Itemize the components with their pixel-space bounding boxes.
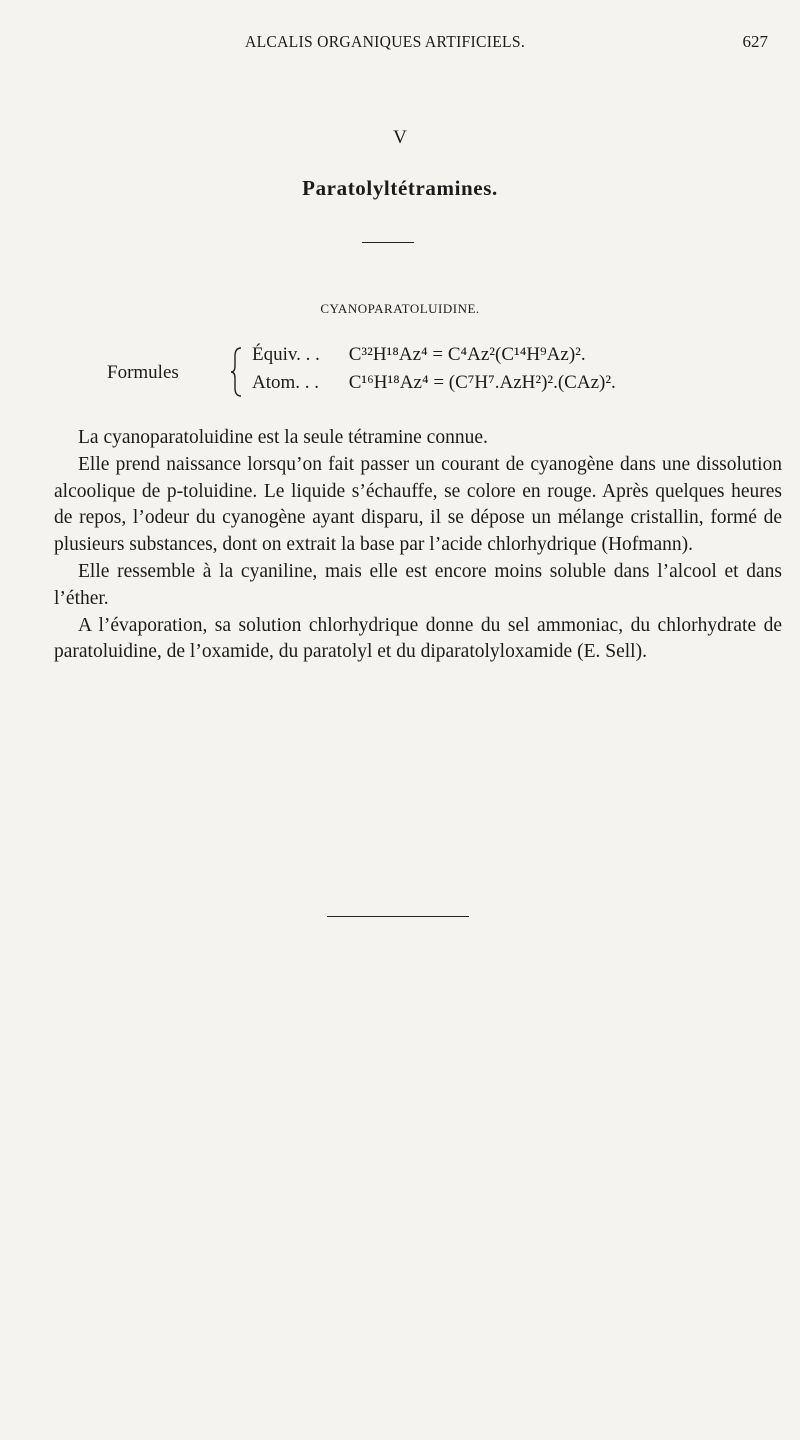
paragraph: Elle ressemble à la cyaniline, mais elle est encore moins soluble dans l’alcool et dans l’éther. xyxy=(54,560,782,609)
formula-block xyxy=(0,344,800,404)
formula-name: Atom. . . xyxy=(252,372,320,393)
paragraph: La cyanoparatoluidine est la seule tétramine connue. xyxy=(78,427,488,448)
paragraph: A l’évaporation, sa solution chlorhydrique donne du sel ammoniac, du chlorhydrate de paratoluidine, de l’oxamide, du paratolyl et du diparatolyloxamide (E. Sell). xyxy=(54,614,782,663)
formula-expression: C³²H¹⁸Az⁴ = C⁴Az²(C¹⁴H⁹Az)². xyxy=(348,344,586,365)
section-title: Paratolyltétramines. xyxy=(302,176,498,200)
compound-subtitle: CYANOPARATOLUIDINE. xyxy=(320,301,480,316)
section-end-rule xyxy=(327,916,469,917)
formula-name: Équiv. . . xyxy=(252,344,320,365)
formula-line-atom xyxy=(252,372,616,394)
paragraph: Elle prend naissance lorsqu’on fait passer un courant de cyanogène dans une dissolution alcoolique de p-toluidine. Le liquide s’échauffe, se colore en rouge. Après quelques heures de repos, l’odeur du cyanogène ayant disparu, il se dépose un mélange cristallin, formé de plusieurs substances, dont on extrait la base par l’acide chlorhydrique (Hofmann). xyxy=(54,453,782,556)
running-head: ALCALIS ORGANIQUES ARTIFICIELS. xyxy=(245,32,526,51)
page-number: 627 xyxy=(742,32,768,51)
formula-label: Formules xyxy=(107,362,179,383)
section-numeral: V xyxy=(393,127,407,148)
body-text xyxy=(54,425,782,666)
formula-line-equiv xyxy=(252,344,586,366)
brace-icon xyxy=(229,344,243,400)
title-rule xyxy=(362,242,414,243)
formula-expression: C¹⁶H¹⁸Az⁴ = (C⁷H⁷.AzH²)².(CAz)². xyxy=(348,372,616,393)
